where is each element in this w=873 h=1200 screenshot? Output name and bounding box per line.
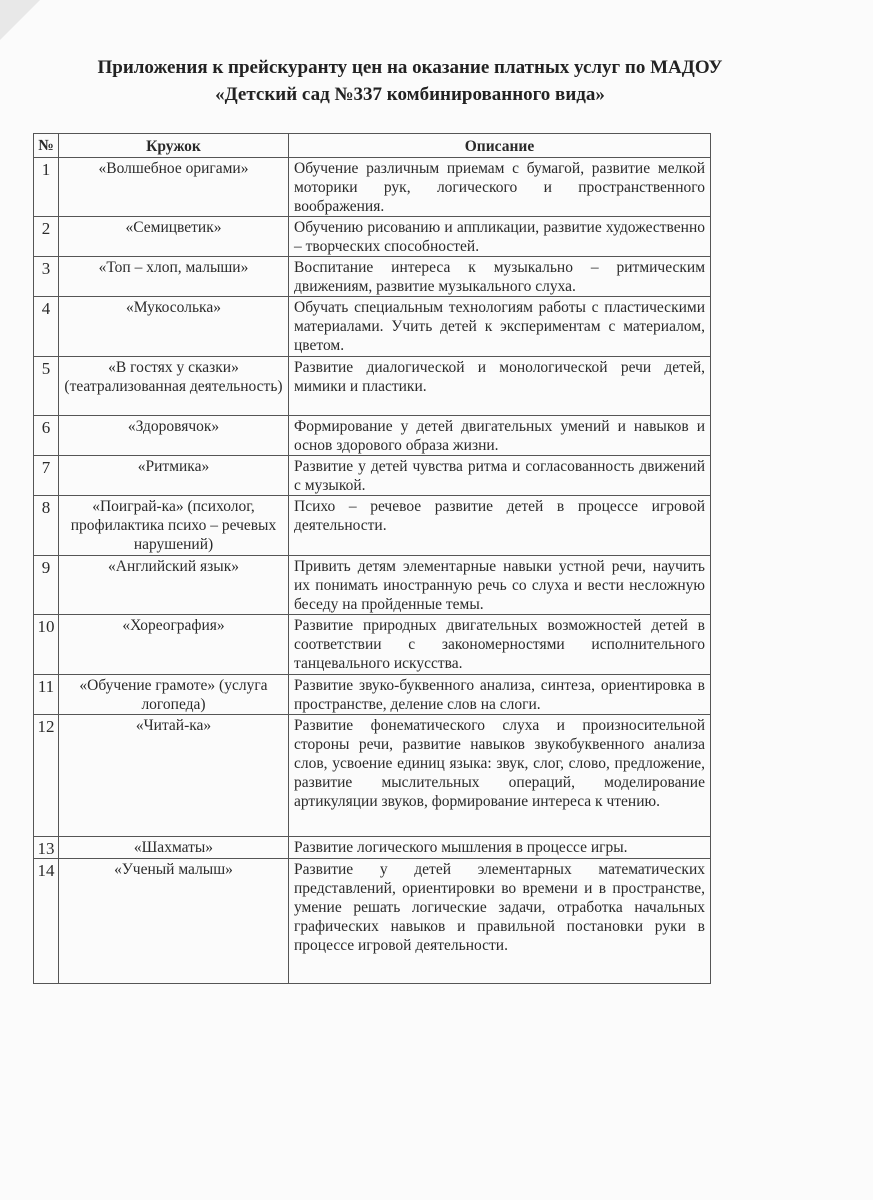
club-name: «Семицветик» (59, 217, 289, 257)
club-name: «Мукосолька» (59, 297, 289, 357)
row-number: 5 (34, 357, 59, 416)
row-number: 13 (34, 837, 59, 859)
club-description: Обучению рисованию и аппликации, развитие художественно – творческих способностей. (289, 217, 711, 257)
table-row (34, 416, 711, 456)
club-name: «Английский язык» (59, 556, 289, 615)
club-description: Развитие логического мышления в процессе игры. (289, 837, 711, 859)
services-table (33, 133, 711, 984)
club-name: «Топ – хлоп, малыши» (59, 257, 289, 297)
row-number: 3 (34, 257, 59, 297)
club-description: Развитие природных двигательных возможностей детей в соответствии с закономерностями исполнительного танцевального искусства. (289, 615, 711, 675)
table-row (34, 456, 711, 496)
table-row (34, 675, 711, 715)
header-number: № (34, 134, 59, 158)
table-row (34, 158, 711, 217)
table-row (34, 615, 711, 675)
table-row (34, 556, 711, 615)
table-row (34, 496, 711, 556)
row-number: 7 (34, 456, 59, 496)
club-description: Развитие фонематического слуха и произносительной стороны речи, развитие навыков звукобуквенного анализа слов, усвоение единиц языка: звук, слог, слово, предложение, развитие мыслительных операций, моделирование артикуляции звуков, формирование интереса к чтению. (289, 715, 711, 837)
club-description: Воспитание интереса к музыкально – ритмическим движениям, развитие музыкального слуха. (289, 257, 711, 297)
club-name: «Шахматы» (59, 837, 289, 859)
club-description: Привить детям элементарные навыки устной речи, научить их понимать иностранную речь со слуха и вести несложную беседу на пройденные темы. (289, 556, 711, 615)
row-number: 6 (34, 416, 59, 456)
club-name: «Обучение грамоте» (услуга логопеда) (59, 675, 289, 715)
table-header-row (34, 134, 711, 158)
club-name: «Здоровячок» (59, 416, 289, 456)
row-number: 4 (34, 297, 59, 357)
row-number: 10 (34, 615, 59, 675)
table-row (34, 257, 711, 297)
title-line-2: «Детский сад №337 комбинированного вида» (215, 84, 605, 105)
row-number: 14 (34, 859, 59, 984)
club-description: Обучать специальным технологиям работы с пластическими материалами. Учить детей к экспериментам с материалом, цветом. (289, 297, 711, 357)
document-title (30, 54, 790, 108)
club-description: Развитие у детей элементарных математических представлений, ориентировки во времени и в пространстве, умение решать логические задачи, отработка начальных графических навыков и правильной постановки руки в процессе игровой деятельности. (289, 859, 711, 984)
club-name: «Хореография» (59, 615, 289, 675)
header-club: Кружок (59, 134, 289, 158)
row-number: 2 (34, 217, 59, 257)
table-row (34, 217, 711, 257)
table-row (34, 859, 711, 984)
row-number: 8 (34, 496, 59, 556)
row-number: 9 (34, 556, 59, 615)
club-name: «Ученый малыш» (59, 859, 289, 984)
club-name: «Волшебное оригами» (59, 158, 289, 217)
club-description: Обучение различным приемам с бумагой, развитие мелкой моторики рук, логического и пространственного воображения. (289, 158, 711, 217)
club-name: «Читай-ка» (59, 715, 289, 837)
club-name: «Ритмика» (59, 456, 289, 496)
row-number: 11 (34, 675, 59, 715)
page-corner-fold (0, 0, 40, 40)
club-name: «Поиграй-ка» (психолог, профилактика психо – речевых нарушений) (59, 496, 289, 556)
table-row (34, 357, 711, 416)
club-description: Развитие звуко-буквенного анализа, синтеза, ориентировка в пространстве, деление слов на слоги. (289, 675, 711, 715)
club-description: Психо – речевое развитие детей в процессе игровой деятельности. (289, 496, 711, 556)
club-description: Развитие у детей чувства ритма и согласованность движений с музыкой. (289, 456, 711, 496)
table-row (34, 715, 711, 837)
club-description: Формирование у детей двигательных умений и навыков и основ здорового образа жизни. (289, 416, 711, 456)
row-number: 12 (34, 715, 59, 837)
club-name: «В гостях у сказки» (театрализованная деятельность) (59, 357, 289, 416)
row-number: 1 (34, 158, 59, 217)
header-description: Описание (289, 134, 711, 158)
title-line-1: Приложения к прейскуранту цен на оказание платных услуг по МАДОУ (97, 57, 723, 78)
table-row (34, 297, 711, 357)
club-description: Развитие диалогической и монологической речи детей, мимики и пластики. (289, 357, 711, 416)
table-row (34, 837, 711, 859)
